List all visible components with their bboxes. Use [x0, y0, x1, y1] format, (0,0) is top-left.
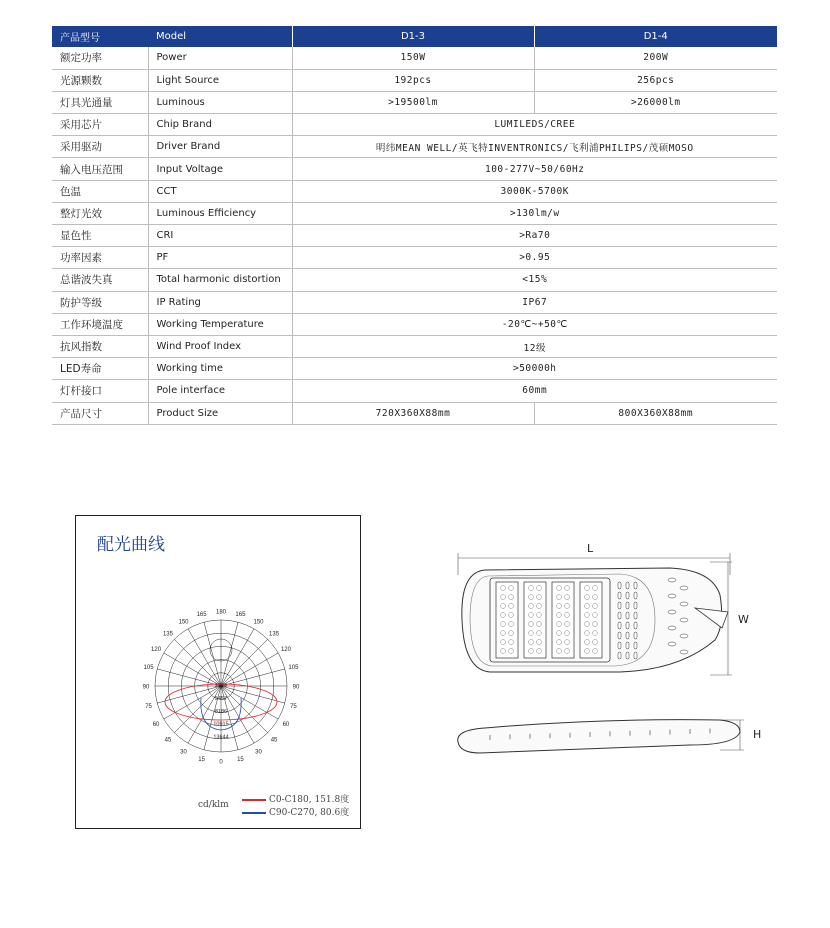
led-module [580, 582, 602, 658]
angle-label: 135 [162, 631, 173, 638]
table-row [52, 47, 777, 69]
led-module [496, 582, 518, 658]
angle-label: 0 [219, 759, 223, 766]
table-row [52, 180, 777, 202]
vent-slot [634, 642, 637, 649]
vent-slot [626, 642, 629, 649]
table-row [52, 91, 777, 113]
vent-slot [634, 632, 637, 639]
vent-slot [618, 622, 621, 629]
side-view-outline [458, 720, 740, 753]
row-label-cn: 采用芯片 [52, 114, 148, 136]
photometric-title: 配光曲线 [97, 535, 165, 555]
row-value: 明纬MEAN WELL/英飞特INVENTRONICS/飞利浦PHILIPS/茂硕MOSO [292, 136, 777, 158]
row-label-cn: 整灯光效 [52, 202, 148, 224]
vent-hole [668, 642, 676, 646]
width-label: W [738, 613, 749, 626]
row-label-cn: 抗风指数 [52, 335, 148, 357]
row-value: >0.95 [292, 247, 777, 269]
table-row [52, 291, 777, 313]
vent-slot [618, 602, 621, 609]
polar-diagram [131, 586, 311, 786]
led-module [524, 582, 546, 658]
row-value: IP67 [292, 291, 777, 313]
row-label-en: IP Rating [148, 291, 292, 313]
length-label: L [587, 542, 594, 555]
row-label-en: Light Source [148, 69, 292, 91]
row-label-en: Working Temperature [148, 313, 292, 335]
height-label: H [753, 728, 762, 741]
vent-slot [618, 642, 621, 649]
vent-slot [634, 652, 637, 659]
row-label-cn: LED寿命 [52, 358, 148, 380]
angle-label: 30 [255, 749, 262, 756]
header-model-2: D1-4 [534, 26, 777, 47]
intensity-label: 5457 [214, 695, 228, 702]
angle-label: 30 [180, 749, 187, 756]
row-label-en: Driver Brand [148, 136, 292, 158]
table-row [52, 158, 777, 180]
row-value: >130lm/w [292, 202, 777, 224]
vent-slot [626, 592, 629, 599]
vent-hole [668, 626, 676, 630]
polar-spoke [204, 622, 221, 686]
vent-hole [668, 594, 676, 598]
row-label-en: CCT [148, 180, 292, 202]
table-row [52, 202, 777, 224]
angle-label: 165 [196, 612, 207, 619]
angle-label: 105 [143, 665, 154, 672]
row-value-model-2: 200W [534, 47, 777, 69]
row-label-cn: 色温 [52, 180, 148, 202]
legend-swatch-c0 [242, 799, 266, 801]
row-label-cn: 显色性 [52, 225, 148, 247]
angle-label: 60 [282, 722, 290, 728]
angle-label: 120 [151, 647, 162, 653]
legend-item-c90 [242, 805, 349, 818]
row-label-en: Product Size [148, 402, 292, 424]
table-row [52, 247, 777, 269]
vent-slot [618, 592, 621, 599]
angle-label: 90 [142, 684, 150, 691]
intensity-label: 10915 [213, 721, 229, 728]
legend-item-c0 [242, 792, 349, 805]
polar-spoke [157, 686, 221, 703]
row-label-cn: 光源颗数 [52, 69, 148, 91]
polar-spoke [221, 629, 254, 686]
vent-slot [634, 622, 637, 629]
vent-slot [634, 592, 637, 599]
table-row [52, 335, 777, 357]
row-label-en: Chip Brand [148, 114, 292, 136]
row-value: <15% [292, 269, 777, 291]
spec-table [52, 26, 777, 425]
polar-spoke [221, 653, 278, 686]
row-value-model-2: 800X360X88mm [534, 402, 777, 424]
table-header-row [52, 26, 777, 47]
angle-label: 120 [280, 647, 291, 653]
row-label-en: Luminous Efficiency [148, 202, 292, 224]
vent-slot [618, 612, 621, 619]
vent-slot [634, 602, 637, 609]
polar-spoke [221, 686, 278, 719]
table-row [52, 269, 777, 291]
table-row [52, 225, 777, 247]
row-value-model-1: 720X360X88mm [292, 402, 534, 424]
angle-label: 90 [292, 684, 300, 691]
vent-hole [668, 578, 676, 582]
row-label-cn: 灯杆接口 [52, 380, 148, 402]
table-row [52, 313, 777, 335]
vent-hole [680, 634, 688, 638]
vent-hole [680, 586, 688, 590]
angle-label: 105 [288, 665, 299, 672]
header-model-1: D1-3 [292, 26, 534, 47]
led-module [552, 582, 574, 658]
vent-slot [618, 652, 621, 659]
polar-spoke [221, 669, 285, 686]
row-value: >50000h [292, 358, 777, 380]
vent-hole [680, 618, 688, 622]
table-row [52, 114, 777, 136]
polar-spoke [221, 686, 285, 703]
row-label-cn: 额定功率 [52, 47, 148, 69]
row-value: >Ra70 [292, 225, 777, 247]
photometric-panel [75, 515, 361, 829]
row-label-cn: 防护等级 [52, 291, 148, 313]
row-value-model-1: >19500lm [292, 91, 534, 113]
row-value-model-1: 192pcs [292, 69, 534, 91]
row-label-cn: 灯具光通量 [52, 91, 148, 113]
vent-slot [618, 632, 621, 639]
angle-label: 45 [270, 737, 278, 744]
angle-label: 15 [237, 756, 244, 763]
angle-label: 75 [290, 703, 297, 710]
row-label-cn: 总谐波失真 [52, 269, 148, 291]
row-label-en: CRI [148, 225, 292, 247]
row-label-en: Wind Proof Index [148, 335, 292, 357]
row-value: 12级 [292, 335, 777, 357]
row-value: LUMILEDS/CREE [292, 114, 777, 136]
row-label-cn: 输入电压范围 [52, 158, 148, 180]
legend-label-c0: C0-C180, 151.8度 [269, 795, 350, 805]
legend-swatch-c90 [242, 812, 266, 814]
vent-slot [626, 582, 629, 589]
angle-label: 15 [198, 756, 205, 763]
polar-spoke [221, 639, 268, 686]
intensity-label: 2729 [214, 682, 228, 689]
intensity-label: 13644 [213, 734, 229, 741]
row-value-model-1: 150W [292, 47, 534, 69]
vent-slot [626, 652, 629, 659]
row-label-en: Total harmonic distortion [148, 269, 292, 291]
row-value: 100-277V~50/60Hz [292, 158, 777, 180]
table-row [52, 358, 777, 380]
lamp-drawing [440, 540, 770, 770]
table-row [52, 136, 777, 158]
angle-label: 75 [145, 703, 152, 710]
vent-slot [626, 612, 629, 619]
vent-slot [626, 602, 629, 609]
angle-label: 150 [178, 619, 189, 626]
polar-spoke [157, 669, 221, 686]
table-row [52, 380, 777, 402]
legend-label-c90: C90-C270, 80.6度 [269, 808, 350, 818]
angle-label: 165 [235, 612, 246, 619]
row-value: -20℃~+50℃ [292, 313, 777, 335]
dimension-drawing [440, 540, 770, 770]
row-label-en: Input Voltage [148, 158, 292, 180]
row-label-cn: 产品尺寸 [52, 402, 148, 424]
vent-hole [680, 602, 688, 606]
intensity-label: 8186 [214, 708, 228, 715]
row-value: 3000K-5700K [292, 180, 777, 202]
angle-label: 135 [269, 631, 280, 638]
vent-slot [618, 582, 621, 589]
polar-spoke [164, 686, 221, 719]
vent-hole [668, 610, 676, 614]
angle-label: 180 [215, 609, 227, 616]
vent-slot [626, 622, 629, 629]
legend-unit: cd/klm [198, 800, 229, 810]
row-value: 60mm [292, 380, 777, 402]
vent-slot [626, 632, 629, 639]
angle-label: 150 [253, 619, 264, 626]
row-label-cn: 采用驱动 [52, 136, 148, 158]
polar-spoke [174, 639, 221, 686]
angle-label: 60 [152, 722, 160, 728]
polar-spoke [164, 653, 221, 686]
row-label-en: Luminous [148, 91, 292, 113]
spec-body [52, 47, 777, 424]
row-label-en: Working time [148, 358, 292, 380]
angle-label: 45 [164, 737, 172, 744]
row-value-model-2: >26000lm [534, 91, 777, 113]
table-row [52, 69, 777, 91]
polar-spoke [188, 629, 221, 686]
row-label-en: Pole interface [148, 380, 292, 402]
header-en: Model [148, 26, 292, 47]
row-label-cn: 工作环境温度 [52, 313, 148, 335]
header-cn: 产品型号 [52, 26, 148, 47]
row-label-en: PF [148, 247, 292, 269]
row-label-en: Power [148, 47, 292, 69]
vent-hole [680, 650, 688, 654]
polar-spoke [221, 622, 238, 686]
row-value-model-2: 256pcs [534, 69, 777, 91]
vent-slot [634, 612, 637, 619]
vent-slot [634, 582, 637, 589]
table-row [52, 402, 777, 424]
row-label-cn: 功率因素 [52, 247, 148, 269]
